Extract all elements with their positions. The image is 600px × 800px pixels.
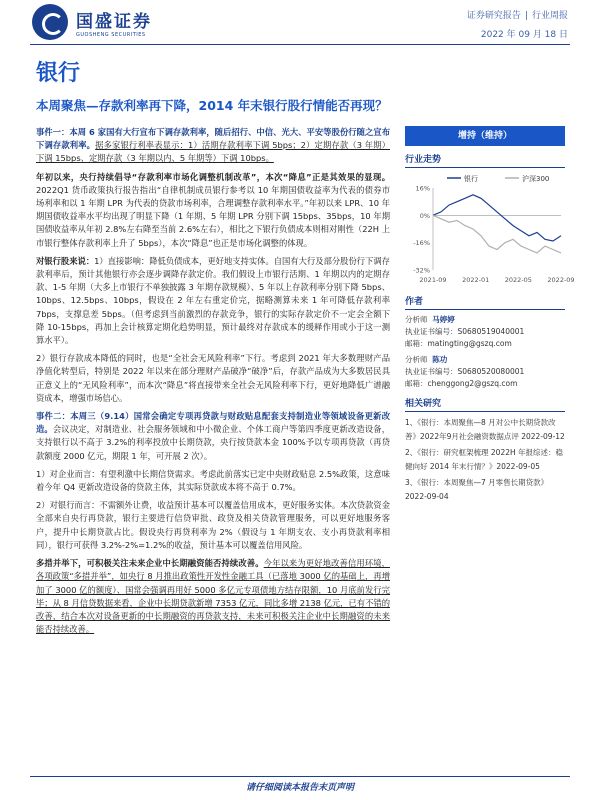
trend-heading: 行业走势 bbox=[405, 152, 565, 168]
legend-label-0: 银行 bbox=[464, 175, 478, 183]
y-tick-label: -16% bbox=[413, 239, 430, 248]
paragraph-2-head: 年初以来，央行持续倡导“存款利率市场化调整机制改革”，本次“降息”正是其效果的显现。 bbox=[36, 171, 390, 182]
paragraph-8-head: 多措并举下，可积极关注未来企业中长期融资能否持续改善。 bbox=[36, 558, 264, 569]
sidebar bbox=[405, 126, 575, 506]
related-item-2[interactable]: 2、《银行：研究框架梳理 2022H 年报综述：稳健向好 2014 年末行情？》2022-09-05 bbox=[405, 448, 564, 471]
paragraph-3-text: 1）直接影响：降低负债成本，更好地支持实体。自国有大行及部分股份行下调存款利率后，预计其他银行亦会逐步调降存款定价。我们假设上市银行活期、1 年期以内的定期存款、1-5 年期（大多上市银行不单独披露 3 年期存款规模）、5 年以上存款利率分别下降 5bps、10bps、12.5bps、10bps，假设在 2 年左右重定价完，据略测算未来 1 年可降低存款利率 7bps，支撑息差 5bps。（但考虑到当前激烈的存款竞争，银行的实际存款定价不一定会全额下降 10-15bps，再加上会计核算定期化趋势明显，预计最终对存款成本的缓释作用或小于这一测算水平）。 bbox=[36, 255, 390, 346]
author-2-cert: 执业证书编号：S0680520080001 bbox=[405, 367, 525, 376]
authors-heading: 作者 bbox=[405, 294, 565, 310]
author-2-label: 分析师 bbox=[405, 355, 428, 364]
x-tick-label: 2022-05 bbox=[504, 276, 532, 284]
paragraph-8-text: 今年以来为更好地改善信用环境，各项政策“多措并举”，如央行 8 月推出政策性开发性金融工具（已落地 3000 亿的基础上，再增加了 3000 亿的额度）、国常会强调再用好 5000 多亿元专项债地方结存限额，10 月底前发行完毕；从 8 月信贷数据来看，企业中长期贷款新增 7353 亿元，同比多增 2138 亿元，已有不错的改善，结合本次对设备更新的中长期融资的再贷款支持，未来可积极关注企业中长期融资的未来能否持续改善。 bbox=[36, 558, 390, 635]
report-date: 2022 年 09 月 18 日 bbox=[480, 30, 568, 40]
event-one-text: 据多家银行利率表显示：1）活期存款利率下调 5bps；2）定期存款（3 年期）下调 15bps、定期存款（3 年期以内、5 年期等）下调 10bps。 bbox=[36, 140, 390, 164]
report-subtype: 行业周报 bbox=[531, 11, 568, 21]
y-tick-label: 16% bbox=[415, 184, 430, 193]
author-2-name: 陈功 bbox=[432, 355, 448, 364]
logo-name-en: GUOSHENG SECURITIES bbox=[76, 31, 146, 38]
sector-title: 银行 bbox=[36, 61, 81, 86]
y-tick-label: -32% bbox=[413, 266, 430, 275]
header-divider bbox=[30, 44, 570, 45]
main-body bbox=[36, 126, 390, 641]
report-type: 证券研究报告 bbox=[466, 11, 521, 21]
trend-chart bbox=[405, 170, 575, 288]
x-tick-label: 2022-01 bbox=[462, 276, 490, 284]
series-line-0 bbox=[433, 195, 561, 241]
trend-chart-svg bbox=[405, 170, 575, 288]
author-2-mail: 邮箱：chenggong2@gszq.com bbox=[405, 379, 518, 388]
page-header bbox=[0, 0, 600, 44]
author-1-cert: 执业证书编号：S0680519040001 bbox=[405, 327, 525, 336]
paragraph-2-text: 2022Q1 货币政策执行报告指出“自律机制成员银行参考以 10 年期国债收益率为代表的债券市场利率和以 1 年期 LPR 为代表的贷款市场利率，合理调整存款利率水平。”年初以来 LPR、10 年期国债收益率水平均出现了明显下降（1 年期、5 年期 LPR 分别下调 15bps、35bps，10 年期国债收益率从年初 2.8%左右降至当前 2.6%左右），相比之下银行负债成本则相对刚性（22H 上市银行整体存款利率上升了 5bps），本次“降息”也正是市场化调整的体现。 bbox=[36, 184, 390, 248]
related-list bbox=[405, 416, 565, 504]
x-tick-label: 2022-09 bbox=[547, 276, 575, 284]
related-heading: 相关研究 bbox=[405, 396, 565, 412]
author-1-name: 马婷婷 bbox=[432, 315, 455, 324]
paragraph-4: 2）银行存款成本降低的同时，也是“全社会无风险利率”下行。考虑到 2021 年大多数理财产品净值化转型后，特别是 2022 年以来在部分理财产品破净“破净”后，存款产品成为大多数居民具正意义上的“无风险利率”，而本次“降息”将直接带来全社会无风险利率下行，更好地降低广谱融资成本，增强市场信心。 bbox=[36, 353, 390, 403]
footer-divider bbox=[30, 776, 570, 777]
y-tick-label: 0% bbox=[419, 211, 430, 220]
author-1-label: 分析师 bbox=[405, 315, 428, 324]
paragraph-3-head: 对银行股来说： bbox=[36, 255, 95, 266]
report-meta: 证券研究报告 | 行业周报 2022 年 09 月 18 日 bbox=[466, 11, 568, 40]
legend-label-1: 沪深300 bbox=[522, 175, 550, 183]
report-title: 本周聚焦—存款利率再下降，2014 年末银行股行情能否再现？ bbox=[36, 98, 388, 113]
paragraph-3 bbox=[36, 255, 390, 347]
event-two bbox=[36, 410, 390, 463]
footer-disclaimer: 请仔细阅读本报告末页声明 bbox=[245, 783, 354, 793]
related-item-3[interactable]: 3、《银行：本周聚焦—7 月零售长期贷款》2022-09-04 bbox=[405, 478, 549, 501]
rating-badge: 增持（维持） bbox=[405, 126, 565, 146]
logo-icon bbox=[32, 4, 68, 40]
author-1 bbox=[405, 314, 565, 350]
company-logo bbox=[32, 4, 152, 40]
event-two-text: 会议决定，对制造业、社会服务领域和中小微企业、个体工商户等第四季度更新改造设备，支持银行以不高于 3.2%的利率投放中长期贷款，央行按贷款本金 100%予以专项再贷款（再贷款额度 2000 亿元，期限 1 年，可开展 2 次）。 bbox=[36, 424, 390, 461]
paragraph-2 bbox=[36, 171, 390, 250]
logo-name-cn: 国盛证券 bbox=[76, 11, 152, 32]
x-tick-label: 2021-09 bbox=[419, 276, 447, 284]
event-two-head: 事件二：本周三（9.14）国常会确定专项再贷款与财政贴息配套支持制造业等领域设备更新改造。 bbox=[36, 411, 390, 435]
related-item-1[interactable]: 1、《银行：本周聚焦—8 月对公中长期贷款改善》2022年9月社会融资数据点评 2022-09-12 bbox=[405, 418, 565, 441]
paragraph-6: 1）对企业而言：有望利激中长期信贷需求。考虑此前落实已定中央财政贴息 2.5%政策，这意味着今年 Q4 更新改造设备的贷款主体，其实际贷款成本将不高于 0.7%。 bbox=[36, 468, 390, 493]
paragraph-7: 2）对银行而言：不需额外让费，收益预计基本可以覆盖信用成本，更好服务实体。本次贷款资金全部来自央行再贷款，银行主要进行信贷审批、政贷及相关贷款管理服务，可以更好地服务客户，提升中长期贷款占比。假设央行再贷利率为 2%（假设与 1 年期支农、支小再贷款利率相同），银行可获得 3.2%-2%=1.2%的收益，预计基本可以覆盖信用风险。 bbox=[36, 500, 390, 550]
event-one-head: 事件一：本周 6 家国有大行宣布下调存款利率，随后招行、中信、光大、平安等股份行随之宣布下调存款利率。 bbox=[36, 127, 390, 151]
author-2 bbox=[405, 354, 565, 390]
paragraph-8 bbox=[36, 557, 390, 636]
author-1-mail: 邮箱：matingting@gszq.com bbox=[405, 339, 512, 348]
series-line-1 bbox=[433, 215, 561, 253]
event-one bbox=[36, 126, 390, 166]
